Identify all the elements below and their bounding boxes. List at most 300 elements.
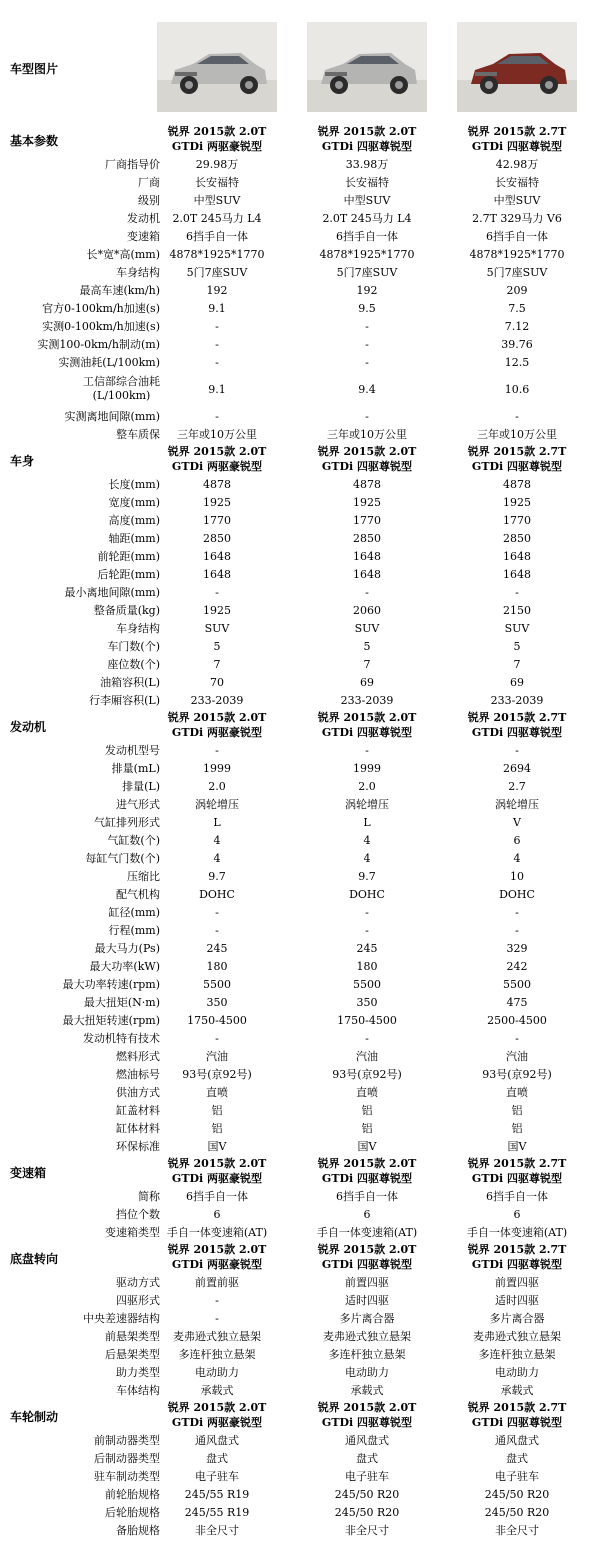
spec-value: 长安福特 xyxy=(195,176,239,189)
spec-value: 通风盘式 xyxy=(345,1434,389,1447)
spec-value: 汽油 xyxy=(356,1050,378,1063)
spec-value: 5门7座SUV xyxy=(186,266,248,279)
spec-label: 前轮胎规格 xyxy=(105,1488,160,1501)
spec-value: 前置四驱 xyxy=(345,1276,389,1289)
spec-label: 实测0-100km/h加速(s) xyxy=(42,320,160,333)
spec-value: 233-2039 xyxy=(340,694,394,707)
model-name-line2: GTDi 四驱尊锐型 xyxy=(321,1172,413,1185)
spec-value: 承载式 xyxy=(500,1384,534,1397)
spec-label: 后轮距(mm) xyxy=(97,568,160,581)
spec-value: 233-2039 xyxy=(190,694,244,707)
spec-row xyxy=(0,282,600,300)
spec-value: 2.0T 245马力 L4 xyxy=(172,212,262,225)
spec-value: 2850 xyxy=(203,532,231,545)
spec-value: - xyxy=(215,1312,219,1325)
spec-label: 车身结构 xyxy=(116,266,160,279)
spec-value: 39.76 xyxy=(501,338,533,351)
spec-value: - xyxy=(215,586,219,599)
spec-value: - xyxy=(215,924,219,937)
spec-label: 前制动器类型 xyxy=(94,1434,160,1447)
spec-label: 厂商指导价 xyxy=(105,158,160,171)
spec-value: 245/50 R20 xyxy=(484,1506,550,1519)
spec-value: 1648 xyxy=(203,568,231,581)
spec-label: 气缸排列形式 xyxy=(94,816,160,829)
spec-value: 93号(京92号) xyxy=(482,1068,552,1081)
spec-value: 69 xyxy=(510,676,524,689)
spec-row xyxy=(0,814,600,832)
spec-value: 铝 xyxy=(211,1122,223,1135)
spec-value: 通风盘式 xyxy=(195,1434,239,1447)
spec-value: 12.5 xyxy=(504,356,530,369)
model-name-line1: 锐界 2015款 2.7T xyxy=(467,125,567,138)
spec-value: 10.6 xyxy=(504,383,530,396)
spec-row xyxy=(0,246,600,264)
spec-value: 9.7 xyxy=(358,870,376,883)
spec-value: 涡轮增压 xyxy=(495,798,539,811)
spec-value: 铝 xyxy=(361,1104,373,1117)
spec-value: 2694 xyxy=(503,762,531,775)
model-name-line2: GTDi 四驱尊锐型 xyxy=(321,1416,413,1429)
model-name-line2: GTDi 四驱尊锐型 xyxy=(471,726,563,739)
spec-row xyxy=(0,620,600,638)
spec-label: 最大扭矩(N·m) xyxy=(83,996,160,1009)
spec-value: 电子驻车 xyxy=(345,1470,389,1483)
spec-row xyxy=(0,1066,600,1084)
spec-value: 245/50 R20 xyxy=(334,1488,400,1501)
spec-label: 高度(mm) xyxy=(108,514,160,527)
spec-row xyxy=(0,156,600,174)
spec-value: 长安福特 xyxy=(345,176,389,189)
spec-value: 245 xyxy=(356,942,378,955)
spec-label: 官方0-100km/h加速(s) xyxy=(42,302,160,315)
spec-value: 三年或10万公里 xyxy=(477,428,557,441)
spec-value: 手自一体变速箱(AT) xyxy=(316,1226,418,1239)
spec-label: 驻车制动类型 xyxy=(94,1470,160,1483)
spec-label: 车身结构 xyxy=(116,622,160,635)
spec-value: 6挡手自一体 xyxy=(186,230,248,243)
spec-value: - xyxy=(365,744,369,757)
model-header xyxy=(142,1242,292,1272)
spec-row xyxy=(0,832,600,850)
model-header xyxy=(442,124,592,154)
spec-label: 整车质保 xyxy=(116,428,160,441)
spec-row xyxy=(0,1310,600,1328)
spec-row xyxy=(0,976,600,994)
spec-value: 适时四驱 xyxy=(345,1294,389,1307)
spec-value: 手自一体变速箱(AT) xyxy=(166,1226,268,1239)
model-name-line2: GTDi 四驱尊锐型 xyxy=(321,1258,413,1271)
spec-label: 每缸气门数(个) xyxy=(85,852,160,865)
spec-label: 实测100-0km/h制动(m) xyxy=(37,338,160,351)
spec-value: L xyxy=(213,816,221,829)
spec-value: 93号(京92号) xyxy=(182,1068,252,1081)
spec-row xyxy=(0,318,600,336)
spec-value: 非全尺寸 xyxy=(195,1524,239,1537)
spec-label: 后轮胎规格 xyxy=(105,1506,160,1519)
spec-value: 245/50 R20 xyxy=(334,1506,400,1519)
spec-value: 前置四驱 xyxy=(495,1276,539,1289)
model-name-line2: GTDi 两驱豪锐型 xyxy=(171,1416,263,1429)
spec-value: 350 xyxy=(206,996,228,1009)
spec-value: 233-2039 xyxy=(490,694,544,707)
spec-value: 70 xyxy=(210,676,224,689)
spec-row xyxy=(0,192,600,210)
spec-label-line2: (L/100km) xyxy=(92,389,151,402)
model-name-line1: 锐界 2015款 2.0T xyxy=(167,1401,267,1414)
spec-value: 中型SUV xyxy=(193,194,241,207)
spec-value: 6挡手自一体 xyxy=(336,230,398,243)
spec-label: 排量(L) xyxy=(122,780,160,793)
spec-row xyxy=(0,1084,600,1102)
spec-label: 宽度(mm) xyxy=(108,496,160,509)
spec-label-line1: 工信部综合油耗 xyxy=(83,375,160,388)
spec-row xyxy=(0,354,600,372)
spec-value: 1925 xyxy=(353,496,381,509)
spec-label: 燃油标号 xyxy=(116,1068,160,1081)
spec-value: - xyxy=(515,906,519,919)
spec-value: 中型SUV xyxy=(493,194,541,207)
spec-row xyxy=(0,922,600,940)
spec-row xyxy=(0,692,600,710)
spec-label: 挡位个数 xyxy=(116,1208,160,1221)
section-title: 车轮制动 xyxy=(10,1410,59,1424)
spec-row xyxy=(0,742,600,760)
spec-label: 气缸数(个) xyxy=(107,834,160,847)
spec-value: 前置前驱 xyxy=(195,1276,239,1289)
spec-value: 29.98万 xyxy=(195,158,239,171)
spec-value: 245/50 R20 xyxy=(484,1488,550,1501)
spec-label: 发动机 xyxy=(127,212,160,225)
spec-row xyxy=(0,210,600,228)
spec-value: - xyxy=(515,410,519,423)
spec-row xyxy=(0,1012,600,1030)
spec-value: - xyxy=(215,338,219,351)
spec-label: 缸体材料 xyxy=(116,1122,160,1135)
spec-value: 1925 xyxy=(503,496,531,509)
spec-value: 三年或10万公里 xyxy=(327,428,407,441)
spec-row xyxy=(0,1224,600,1242)
spec-value: 180 xyxy=(356,960,378,973)
spec-value: DOHC xyxy=(199,888,235,901)
spec-row xyxy=(0,994,600,1012)
spec-label: 简称 xyxy=(138,1190,160,1203)
spec-label: 油箱容积(L) xyxy=(100,676,160,689)
spec-value: 2500-4500 xyxy=(487,1014,547,1027)
spec-value: 1648 xyxy=(503,568,531,581)
spec-label: 燃料形式 xyxy=(116,1050,160,1063)
spec-value: 承载式 xyxy=(200,1384,234,1397)
spec-label: 驱动方式 xyxy=(116,1276,160,1289)
spec-label: 前悬架类型 xyxy=(105,1330,160,1343)
spec-value: 9.5 xyxy=(358,302,376,315)
spec-value: 1648 xyxy=(503,550,531,563)
model-name-line1: 锐界 2015款 2.0T xyxy=(317,125,417,138)
spec-value: - xyxy=(515,924,519,937)
spec-value: 475 xyxy=(506,996,528,1009)
spec-value: 1648 xyxy=(353,568,381,581)
model-name-line1: 锐界 2015款 2.0T xyxy=(317,445,417,458)
spec-value: 多连杆独立悬架 xyxy=(478,1348,556,1361)
model-header xyxy=(142,710,292,740)
spec-label: 行程(mm) xyxy=(108,924,160,937)
spec-value: L xyxy=(363,816,371,829)
spec-value: 1648 xyxy=(203,550,231,563)
spec-value: 1648 xyxy=(353,550,381,563)
spec-value: 10 xyxy=(510,870,524,883)
spec-row xyxy=(0,494,600,512)
spec-row xyxy=(0,602,600,620)
spec-value: - xyxy=(215,744,219,757)
spec-value: 盘式 xyxy=(506,1452,528,1465)
spec-value: 7 xyxy=(213,658,221,671)
model-name-line1: 锐界 2015款 2.7T xyxy=(467,445,567,458)
spec-value: - xyxy=(215,906,219,919)
spec-row xyxy=(0,1522,600,1540)
spec-value: 1925 xyxy=(203,496,231,509)
spec-value: 7.12 xyxy=(504,320,530,333)
spec-value: 电子驻车 xyxy=(495,1470,539,1483)
spec-row xyxy=(0,228,600,246)
spec-value: 9.1 xyxy=(208,302,226,315)
spec-value: 1770 xyxy=(503,514,531,527)
model-name-line2: GTDi 两驱豪锐型 xyxy=(171,460,263,473)
model-header xyxy=(292,1400,442,1430)
spec-row xyxy=(0,1206,600,1224)
spec-value: 中型SUV xyxy=(343,194,391,207)
spec-row xyxy=(0,1120,600,1138)
spec-value: 245/55 R19 xyxy=(184,1488,250,1501)
spec-value: - xyxy=(365,410,369,423)
spec-value: 盘式 xyxy=(206,1452,228,1465)
spec-row xyxy=(0,1468,600,1486)
spec-row xyxy=(0,512,600,530)
model-header xyxy=(442,710,592,740)
spec-label: 环保标准 xyxy=(116,1140,160,1153)
spec-value: 电动助力 xyxy=(495,1366,539,1379)
model-name-line2: GTDi 两驱豪锐型 xyxy=(171,726,263,739)
spec-value: 铝 xyxy=(511,1122,523,1135)
spec-value: 通风盘式 xyxy=(495,1434,539,1447)
spec-row xyxy=(0,372,600,408)
spec-row xyxy=(0,1048,600,1066)
spec-value: 1750-4500 xyxy=(187,1014,247,1027)
spec-value: 2.7T 329马力 V6 xyxy=(472,212,562,225)
spec-value: - xyxy=(215,1294,219,1307)
spec-value: SUV xyxy=(504,622,530,635)
spec-value: 93号(京92号) xyxy=(332,1068,402,1081)
spec-label: 助力类型 xyxy=(116,1366,160,1379)
spec-label: 最大功率转速(rpm) xyxy=(62,978,160,991)
section-title: 变速箱 xyxy=(10,1166,47,1180)
spec-label: 轴距(mm) xyxy=(108,532,160,545)
spec-value: - xyxy=(515,744,519,757)
spec-value: SUV xyxy=(354,622,380,635)
spec-row xyxy=(0,1504,600,1522)
spec-value: V xyxy=(513,816,521,829)
spec-value: 1925 xyxy=(203,604,231,617)
spec-value: 麦弗逊式独立悬架 xyxy=(323,1330,411,1343)
spec-value: - xyxy=(215,410,219,423)
spec-label: 四驱形式 xyxy=(116,1294,160,1307)
model-header xyxy=(292,1242,442,1272)
spec-value: 7.5 xyxy=(508,302,526,315)
spec-value: 盘式 xyxy=(356,1452,378,1465)
spec-label: 长*宽*高(mm) xyxy=(86,248,160,261)
spec-value: - xyxy=(515,586,519,599)
spec-value: 9.4 xyxy=(358,383,376,396)
spec-row xyxy=(0,408,600,426)
section-title: 发动机 xyxy=(10,720,47,734)
spec-row xyxy=(0,674,600,692)
spec-label: 最大马力(Ps) xyxy=(94,942,160,955)
spec-value: 1770 xyxy=(353,514,381,527)
spec-value: 9.7 xyxy=(208,870,226,883)
spec-label: 后悬架类型 xyxy=(105,1348,160,1361)
spec-value: 6挡手自一体 xyxy=(486,230,548,243)
spec-value: 4 xyxy=(513,852,521,865)
model-name-line1: 锐界 2015款 2.0T xyxy=(317,1243,417,1256)
spec-value: 5 xyxy=(513,640,521,653)
spec-value: 4878 xyxy=(503,478,531,491)
spec-value: 209 xyxy=(506,284,528,297)
model-name-line2: GTDi 四驱尊锐型 xyxy=(471,1416,563,1429)
spec-label: 发动机特有技术 xyxy=(83,1032,160,1045)
model-name-line2: GTDi 四驱尊锐型 xyxy=(471,460,563,473)
model-header xyxy=(142,1400,292,1430)
spec-value: 4 xyxy=(213,834,221,847)
spec-value: 非全尺寸 xyxy=(495,1524,539,1537)
spec-value: 多连杆独立悬架 xyxy=(328,1348,406,1361)
spec-value: 4878 xyxy=(203,478,231,491)
spec-row xyxy=(0,1138,600,1156)
spec-value: 6 xyxy=(213,1208,221,1221)
spec-value: 国V xyxy=(507,1140,527,1153)
model-header xyxy=(142,444,292,474)
spec-row xyxy=(0,1292,600,1310)
model-name-line2: GTDi 四驱尊锐型 xyxy=(471,140,563,153)
spec-value: 非全尺寸 xyxy=(345,1524,389,1537)
spec-value: 2150 xyxy=(503,604,531,617)
spec-label: 最高车速(km/h) xyxy=(79,284,160,297)
spec-row xyxy=(0,778,600,796)
spec-label: 压缩比 xyxy=(127,870,160,883)
spec-row xyxy=(0,174,600,192)
car-photo xyxy=(307,22,427,112)
spec-value: 5500 xyxy=(353,978,381,991)
spec-label: 行李厢容积(L) xyxy=(89,694,160,707)
spec-row xyxy=(0,548,600,566)
spec-value: 2.0T 245马力 L4 xyxy=(322,212,412,225)
spec-label: 排量(mL) xyxy=(111,762,160,775)
car-photo xyxy=(457,22,577,112)
spec-row xyxy=(0,638,600,656)
model-name-line1: 锐界 2015款 2.0T xyxy=(167,711,267,724)
car-photo xyxy=(157,22,277,112)
spec-value: DOHC xyxy=(349,888,385,901)
spec-row xyxy=(0,530,600,548)
section-title: 基本参数 xyxy=(10,134,59,148)
model-name-line2: GTDi 两驱豪锐型 xyxy=(171,140,263,153)
model-name-line2: GTDi 两驱豪锐型 xyxy=(171,1258,263,1271)
spec-value: 2.0 xyxy=(358,780,376,793)
spec-row xyxy=(0,426,600,444)
spec-value: 7 xyxy=(363,658,371,671)
spec-value: 直喷 xyxy=(206,1086,228,1099)
spec-value: 180 xyxy=(206,960,228,973)
model-header xyxy=(142,1156,292,1186)
spec-value: - xyxy=(365,320,369,333)
spec-value: 5 xyxy=(213,640,221,653)
spec-value: 国V xyxy=(357,1140,377,1153)
model-header xyxy=(142,124,292,154)
spec-value: 直喷 xyxy=(506,1086,528,1099)
model-name-line2: GTDi 四驱尊锐型 xyxy=(471,1258,563,1271)
spec-value: 1770 xyxy=(203,514,231,527)
spec-row xyxy=(0,336,600,354)
model-name-line1: 锐界 2015款 2.0T xyxy=(167,445,267,458)
spec-value: 汽油 xyxy=(506,1050,528,1063)
spec-label: 缸径(mm) xyxy=(108,906,160,919)
spec-label: 最大扭矩转速(rpm) xyxy=(62,1014,160,1027)
spec-value: 麦弗逊式独立悬架 xyxy=(473,1330,561,1343)
spec-row xyxy=(0,1274,600,1292)
spec-value: 电子驻车 xyxy=(195,1470,239,1483)
spec-row xyxy=(0,1364,600,1382)
spec-label: 整备质量(kg) xyxy=(93,604,160,617)
spec-value: 6 xyxy=(513,1208,521,1221)
spec-row xyxy=(0,1346,600,1364)
spec-label: 中央差速器结构 xyxy=(83,1312,160,1325)
spec-label: 座位数(个) xyxy=(107,658,160,671)
spec-value: 329 xyxy=(506,942,528,955)
model-name-line2: GTDi 四驱尊锐型 xyxy=(321,140,413,153)
spec-value: 2850 xyxy=(353,532,381,545)
spec-label: 发动机型号 xyxy=(105,744,160,757)
model-header xyxy=(442,444,592,474)
spec-label: 变速箱类型 xyxy=(105,1226,160,1239)
spec-row xyxy=(0,868,600,886)
spec-row xyxy=(0,1030,600,1048)
spec-label: 缸盖材料 xyxy=(116,1104,160,1117)
model-name-line1: 锐界 2015款 2.0T xyxy=(317,711,417,724)
spec-value: 5500 xyxy=(503,978,531,991)
spec-value: - xyxy=(365,906,369,919)
spec-value: 4878*1925*1770 xyxy=(469,248,565,261)
spec-value: 多连杆独立悬架 xyxy=(178,1348,256,1361)
spec-row xyxy=(0,904,600,922)
spec-value: - xyxy=(365,586,369,599)
spec-row xyxy=(0,300,600,318)
spec-value: 4878 xyxy=(353,478,381,491)
spec-row xyxy=(0,584,600,602)
spec-value: 5500 xyxy=(203,978,231,991)
model-name-line1: 锐界 2015款 2.7T xyxy=(467,1157,567,1170)
spec-label: 长度(mm) xyxy=(108,478,160,491)
spec-value: 350 xyxy=(356,996,378,1009)
spec-value: 1750-4500 xyxy=(337,1014,397,1027)
model-name-line1: 锐界 2015款 2.0T xyxy=(167,1243,267,1256)
spec-value: 4 xyxy=(363,834,371,847)
spec-label: 实测离地间隙(mm) xyxy=(64,410,160,423)
spec-value: 适时四驱 xyxy=(495,1294,539,1307)
spec-value: 涡轮增压 xyxy=(345,798,389,811)
model-name-line2: GTDi 四驱尊锐型 xyxy=(321,460,413,473)
spec-value: - xyxy=(365,1032,369,1045)
spec-value: 6挡手自一体 xyxy=(336,1190,398,1203)
spec-value: 6 xyxy=(363,1208,371,1221)
model-name-line1: 锐界 2015款 2.0T xyxy=(317,1401,417,1414)
spec-value: 192 xyxy=(206,284,228,297)
